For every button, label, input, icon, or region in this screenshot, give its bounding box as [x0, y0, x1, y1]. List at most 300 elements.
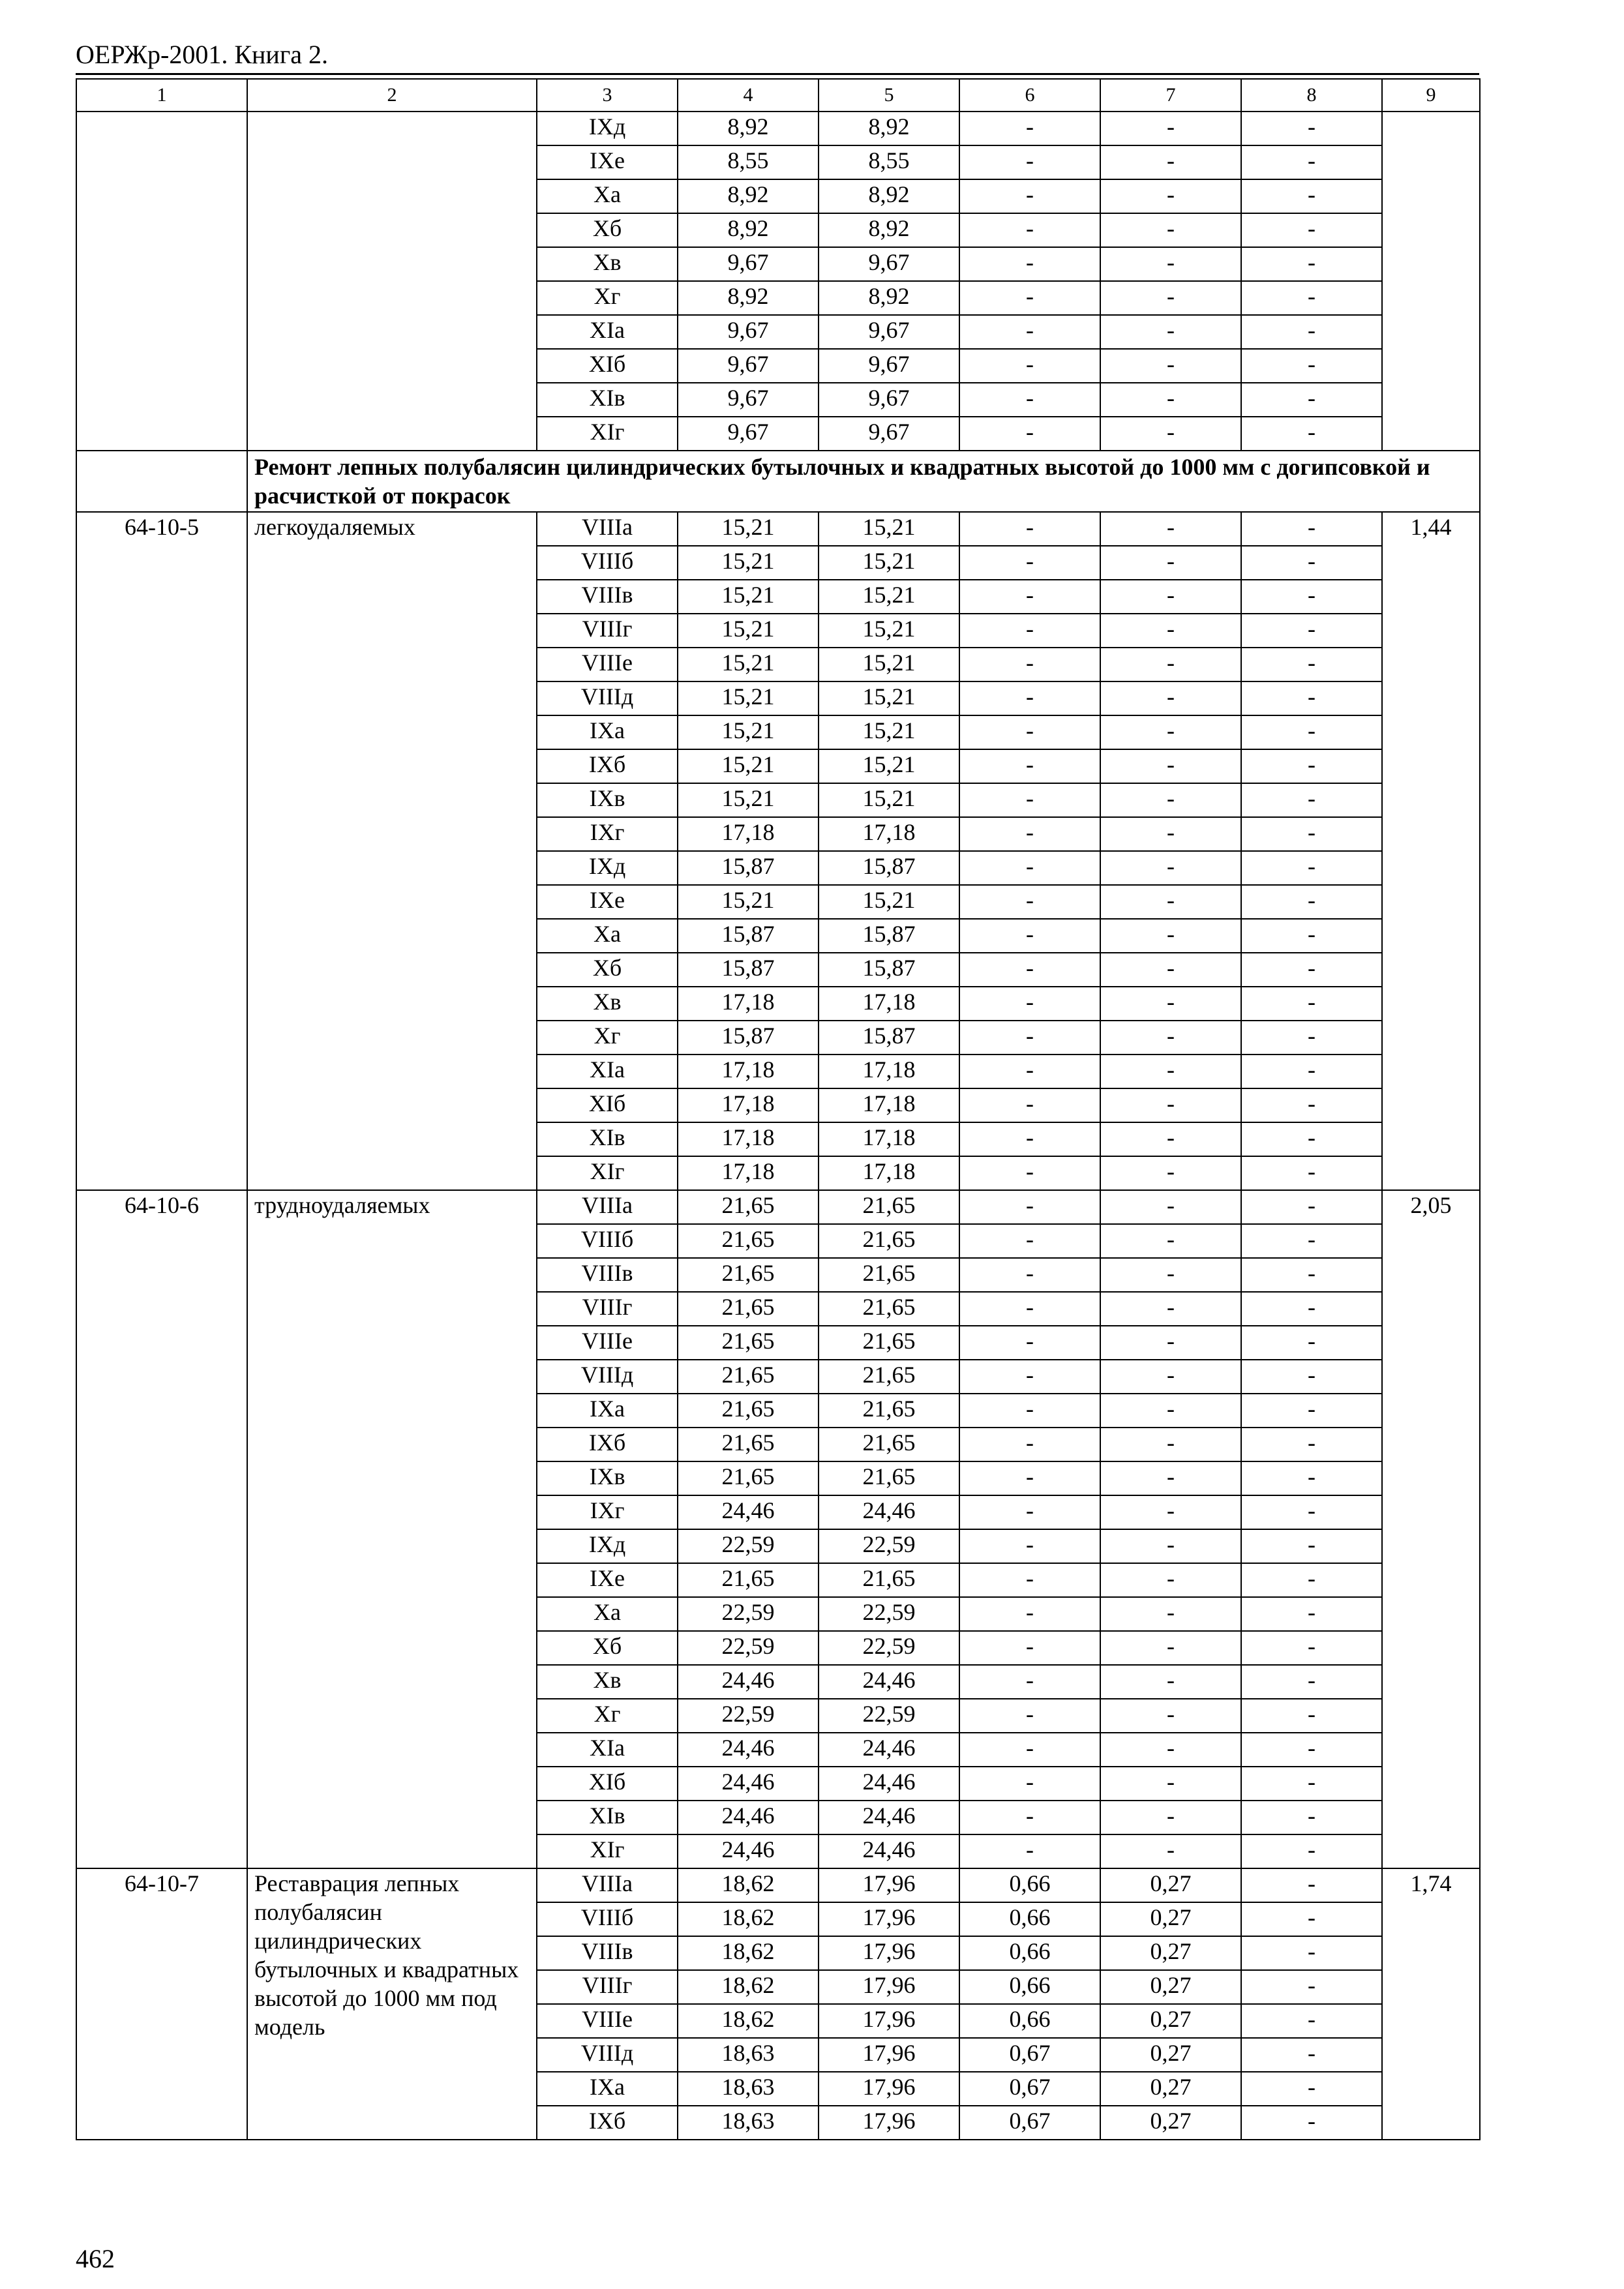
value-cell: -	[1100, 213, 1241, 247]
value-cell: 24,46	[678, 1495, 819, 1529]
value-cell: -	[959, 112, 1100, 145]
value-cell: VIIIг	[537, 614, 678, 648]
value-cell: IXб	[537, 749, 678, 783]
value-cell: Xг	[537, 1699, 678, 1733]
value-cell: -	[959, 1597, 1100, 1631]
value-cell: -	[1241, 1156, 1382, 1190]
value-cell: -	[1100, 512, 1241, 546]
value-cell: -	[1100, 1834, 1241, 1868]
value-cell: 15,21	[819, 749, 959, 783]
value-cell: -	[1241, 281, 1382, 315]
value-cell: -	[959, 281, 1100, 315]
value-cell: 17,96	[819, 2072, 959, 2106]
value-cell: -	[1241, 749, 1382, 783]
value-cell: 15,21	[678, 546, 819, 580]
value-cell: -	[1100, 715, 1241, 749]
value-cell: -	[959, 1529, 1100, 1563]
value-cell: 17,18	[819, 1088, 959, 1122]
value-cell: -	[1241, 953, 1382, 987]
value-cell: -	[1100, 1156, 1241, 1190]
value-cell: 21,65	[819, 1326, 959, 1360]
value-cell: -	[1100, 783, 1241, 817]
value-cell: 18,63	[678, 2038, 819, 2072]
value-cell: -	[1100, 1428, 1241, 1461]
value-cell: -	[1241, 1021, 1382, 1055]
value-cell: 24,46	[819, 1733, 959, 1767]
value-cell: 15,21	[678, 715, 819, 749]
value-cell: IXд	[537, 1529, 678, 1563]
value-cell: -	[1241, 315, 1382, 349]
value-cell: 0,27	[1100, 2072, 1241, 2106]
column-number-cell: 5	[819, 79, 959, 112]
value-cell: 8,92	[678, 213, 819, 247]
value-cell: 21,65	[819, 1190, 959, 1224]
value-cell: -	[1100, 681, 1241, 715]
value-cell: -	[959, 213, 1100, 247]
value-cell: 0,67	[959, 2072, 1100, 2106]
column-number-cell: 6	[959, 79, 1100, 112]
value-cell: IXг	[537, 817, 678, 851]
value-cell: -	[1241, 2106, 1382, 2140]
value-cell: XIг	[537, 1156, 678, 1190]
value-cell: IXе	[537, 145, 678, 179]
value-cell: -	[1241, 614, 1382, 648]
value-cell: 17,18	[819, 1156, 959, 1190]
value-cell: 0,66	[959, 1902, 1100, 1936]
value-cell: -	[1100, 546, 1241, 580]
value-cell: 15,21	[678, 648, 819, 681]
value-cell: 22,59	[819, 1597, 959, 1631]
page-header-title: ОЕРЖр-2001. Книга 2.	[76, 40, 328, 69]
section-empty-cell	[76, 451, 247, 512]
value-cell: 8,92	[819, 213, 959, 247]
value-cell: -	[959, 1292, 1100, 1326]
value-cell: 18,62	[678, 1868, 819, 1902]
value-cell: -	[1100, 383, 1241, 417]
value-cell: -	[1241, 1563, 1382, 1597]
value-cell: -	[1100, 648, 1241, 681]
value-cell: 15,21	[819, 783, 959, 817]
value-cell: 17,96	[819, 1970, 959, 2004]
value-cell: -	[1100, 315, 1241, 349]
value-cell: IXг	[537, 1495, 678, 1529]
value-cell: VIIIб	[537, 1224, 678, 1258]
work-name-cell: трудноудаляемых	[247, 1190, 537, 1868]
value-cell: 22,59	[678, 1597, 819, 1631]
value-cell: -	[1100, 1055, 1241, 1088]
value-cell: IXд	[537, 851, 678, 885]
value-cell: -	[1241, 715, 1382, 749]
value-cell: 18,62	[678, 1902, 819, 1936]
value-cell: Xг	[537, 281, 678, 315]
value-cell: 15,21	[819, 885, 959, 919]
value-cell: -	[1100, 919, 1241, 953]
value-cell: -	[959, 1428, 1100, 1461]
value-cell: 9,67	[819, 383, 959, 417]
value-cell: XIб	[537, 349, 678, 383]
value-cell: -	[959, 817, 1100, 851]
value-cell: 15,87	[819, 851, 959, 885]
value-cell: 8,92	[819, 281, 959, 315]
value-cell: -	[1241, 213, 1382, 247]
column-number-cell: 4	[678, 79, 819, 112]
value-cell: -	[1100, 1326, 1241, 1360]
value-cell: -	[959, 417, 1100, 451]
value-cell: 15,21	[819, 648, 959, 681]
value-cell: -	[1100, 1495, 1241, 1529]
value-cell: -	[959, 1767, 1100, 1801]
value-cell: 21,65	[819, 1394, 959, 1428]
value-cell: -	[1241, 1767, 1382, 1801]
value-cell: -	[1241, 1326, 1382, 1360]
value-cell: 21,65	[819, 1224, 959, 1258]
value-cell: -	[1241, 580, 1382, 614]
value-cell: 22,59	[819, 1529, 959, 1563]
value-cell: -	[1241, 1665, 1382, 1699]
value-cell: VIIIв	[537, 580, 678, 614]
value-cell: 15,21	[819, 614, 959, 648]
value-cell: -	[1100, 1190, 1241, 1224]
value-cell: 24,46	[819, 1665, 959, 1699]
value-cell: -	[1241, 2004, 1382, 2038]
value-cell: 21,65	[678, 1292, 819, 1326]
value-cell: 21,65	[678, 1326, 819, 1360]
value-cell: XIв	[537, 1801, 678, 1834]
value-cell: -	[1100, 953, 1241, 987]
value-cell: -	[959, 580, 1100, 614]
value-cell: 17,96	[819, 2004, 959, 2038]
value-cell: -	[1100, 885, 1241, 919]
value-cell: 15,21	[678, 885, 819, 919]
work-name-cell: Реставрация лепных полубалясин цилиндрических бутылочных и квадратных высотой до 1000 мм под модель	[247, 1868, 537, 2140]
value-cell: Xa	[537, 179, 678, 213]
value-cell: -	[1241, 1631, 1382, 1665]
value-cell: 21,65	[819, 1258, 959, 1292]
value-cell: -	[959, 179, 1100, 213]
value-cell: 17,18	[678, 1055, 819, 1088]
value-cell: -	[1241, 179, 1382, 213]
column-number-cell: 7	[1100, 79, 1241, 112]
value-cell: 22,59	[678, 1699, 819, 1733]
value-cell: 18,62	[678, 2004, 819, 2038]
value-cell: -	[1100, 1665, 1241, 1699]
column-number-cell: 2	[247, 79, 537, 112]
value-cell: -	[1241, 2072, 1382, 2106]
value-cell: -	[959, 715, 1100, 749]
value-cell: -	[1241, 1597, 1382, 1631]
norm-code-cell: 64-10-6	[76, 1190, 247, 1868]
value-cell: -	[1241, 1970, 1382, 2004]
value-cell: -	[1241, 1495, 1382, 1529]
value-cell: -	[1100, 1088, 1241, 1122]
value-cell: 21,65	[678, 1428, 819, 1461]
value-cell: 17,96	[819, 1868, 959, 1902]
value-cell: 0,66	[959, 2004, 1100, 2038]
section-heading-row	[76, 451, 1480, 512]
value-cell: 17,96	[819, 2038, 959, 2072]
value-cell: 17,96	[819, 2106, 959, 2140]
value-cell: -	[959, 1360, 1100, 1394]
value-cell: -	[959, 1461, 1100, 1495]
value-cell: 22,59	[819, 1699, 959, 1733]
value-cell: 17,96	[819, 1902, 959, 1936]
column-number-cell: 1	[76, 79, 247, 112]
value-cell: -	[1241, 1122, 1382, 1156]
value-cell: VIIIд	[537, 1360, 678, 1394]
value-cell: -	[1241, 1055, 1382, 1088]
value-cell: 21,65	[819, 1360, 959, 1394]
col9-cell: 2,05	[1382, 1190, 1480, 1868]
value-cell: 8,92	[678, 281, 819, 315]
value-cell: 24,46	[678, 1733, 819, 1767]
value-cell: -	[1100, 1360, 1241, 1394]
value-cell: -	[1100, 987, 1241, 1021]
value-cell: -	[1241, 546, 1382, 580]
value-cell: -	[1241, 112, 1382, 145]
value-cell: -	[1100, 1563, 1241, 1597]
value-cell: -	[1100, 817, 1241, 851]
norm-code-cell: 64-10-5	[76, 512, 247, 1190]
value-cell: -	[1241, 817, 1382, 851]
value-cell: VIIIa	[537, 1868, 678, 1902]
value-cell: 17,18	[678, 1088, 819, 1122]
value-cell: 0,67	[959, 2038, 1100, 2072]
value-cell: -	[1241, 512, 1382, 546]
page-number: 462	[76, 2244, 115, 2273]
value-cell: 21,65	[819, 1292, 959, 1326]
value-cell: -	[959, 145, 1100, 179]
value-cell: -	[1241, 681, 1382, 715]
value-cell: 9,67	[678, 349, 819, 383]
value-cell: -	[1100, 1021, 1241, 1055]
norm-code-cell	[76, 112, 247, 451]
value-cell: -	[959, 1088, 1100, 1122]
value-cell: -	[1241, 1461, 1382, 1495]
value-cell: 24,46	[678, 1801, 819, 1834]
column-number-cell: 8	[1241, 79, 1382, 112]
value-cell: 21,65	[678, 1360, 819, 1394]
value-cell: -	[1100, 1699, 1241, 1733]
value-cell: -	[959, 851, 1100, 885]
norm-code-cell: 64-10-7	[76, 1868, 247, 2140]
value-cell: 15,87	[678, 953, 819, 987]
value-cell: -	[959, 315, 1100, 349]
value-cell: XIв	[537, 1122, 678, 1156]
value-cell: 17,18	[678, 1156, 819, 1190]
value-cell: 15,87	[819, 919, 959, 953]
header-rule	[76, 73, 1479, 75]
value-cell: -	[959, 1055, 1100, 1088]
value-cell: 15,21	[678, 783, 819, 817]
col9-cell: 1,44	[1382, 512, 1480, 1190]
value-cell: -	[1100, 749, 1241, 783]
value-cell: 9,67	[819, 247, 959, 281]
value-cell: VIIIa	[537, 1190, 678, 1224]
value-cell: 15,21	[819, 681, 959, 715]
value-cell: Xб	[537, 953, 678, 987]
value-cell: IXб	[537, 2106, 678, 2140]
value-cell: -	[959, 1801, 1100, 1834]
value-cell: 24,46	[678, 1767, 819, 1801]
value-cell: -	[959, 1699, 1100, 1733]
value-cell: IXе	[537, 885, 678, 919]
value-cell: -	[1241, 1834, 1382, 1868]
value-cell: IXa	[537, 1394, 678, 1428]
value-cell: 21,65	[678, 1258, 819, 1292]
value-cell: 15,21	[678, 614, 819, 648]
value-cell: VIIIд	[537, 2038, 678, 2072]
value-cell: -	[1241, 1088, 1382, 1122]
value-cell: -	[1100, 1801, 1241, 1834]
value-cell: 17,18	[678, 987, 819, 1021]
value-cell: 15,21	[678, 580, 819, 614]
value-cell: -	[959, 1631, 1100, 1665]
value-cell: -	[1241, 885, 1382, 919]
value-cell: -	[959, 1665, 1100, 1699]
value-cell: 8,55	[678, 145, 819, 179]
value-cell: -	[959, 681, 1100, 715]
value-cell: 9,67	[819, 417, 959, 451]
value-cell: 18,62	[678, 1936, 819, 1970]
column-number-cell: 3	[537, 79, 678, 112]
value-cell: 0,66	[959, 1970, 1100, 2004]
value-cell: -	[1100, 1767, 1241, 1801]
value-cell: 15,87	[678, 919, 819, 953]
value-cell: -	[959, 1834, 1100, 1868]
value-cell: 15,21	[678, 749, 819, 783]
value-cell: -	[1100, 247, 1241, 281]
value-cell: -	[1241, 1394, 1382, 1428]
work-name-cell: легкоудаляемых	[247, 512, 537, 1190]
value-cell: Xa	[537, 919, 678, 953]
value-cell: -	[1241, 1902, 1382, 1936]
value-cell: -	[1241, 247, 1382, 281]
value-cell: 15,21	[678, 512, 819, 546]
value-cell: -	[1241, 1936, 1382, 1970]
value-cell: VIIIв	[537, 1258, 678, 1292]
value-cell: -	[959, 1394, 1100, 1428]
value-cell: -	[959, 885, 1100, 919]
value-cell: -	[1100, 1394, 1241, 1428]
value-cell: -	[1100, 349, 1241, 383]
value-cell: -	[1100, 580, 1241, 614]
value-cell: 9,67	[819, 315, 959, 349]
value-cell: -	[1241, 1801, 1382, 1834]
value-cell: -	[1241, 349, 1382, 383]
value-cell: IXб	[537, 1428, 678, 1461]
section-heading: Ремонт лепных полубалясин цилиндрических бутылочных и квадратных высотой до 1000 мм с догипсовкой и расчисткой от покрасок	[247, 451, 1480, 512]
value-cell: 24,46	[819, 1834, 959, 1868]
value-cell: -	[1241, 383, 1382, 417]
value-cell: -	[959, 512, 1100, 546]
value-cell: 21,65	[678, 1461, 819, 1495]
value-cell: IXa	[537, 715, 678, 749]
value-cell: -	[1241, 145, 1382, 179]
value-cell: 22,59	[678, 1529, 819, 1563]
value-cell: XIa	[537, 1733, 678, 1767]
value-cell: VIIIе	[537, 1326, 678, 1360]
value-cell: 24,46	[678, 1834, 819, 1868]
value-cell: Xб	[537, 213, 678, 247]
value-cell: 18,62	[678, 1970, 819, 2004]
value-cell: -	[1241, 987, 1382, 1021]
value-cell: 15,87	[819, 1021, 959, 1055]
value-cell: -	[1241, 1529, 1382, 1563]
value-cell: IXa	[537, 2072, 678, 2106]
value-cell: 21,65	[819, 1428, 959, 1461]
value-cell: 0,67	[959, 2106, 1100, 2140]
value-cell: 17,18	[819, 817, 959, 851]
value-cell: 0,27	[1100, 2004, 1241, 2038]
value-cell: -	[1241, 851, 1382, 885]
value-cell: 21,65	[678, 1190, 819, 1224]
value-cell: IXд	[537, 112, 678, 145]
value-cell: -	[1241, 648, 1382, 681]
value-cell: -	[959, 1733, 1100, 1767]
value-cell: XIa	[537, 315, 678, 349]
value-cell: VIIIг	[537, 1292, 678, 1326]
value-cell: -	[1241, 783, 1382, 817]
value-cell: -	[1241, 919, 1382, 953]
value-cell: 24,46	[819, 1767, 959, 1801]
value-cell: 17,18	[819, 1122, 959, 1156]
table-row	[76, 1868, 1480, 1902]
value-cell: 15,87	[678, 851, 819, 885]
value-cell: -	[1241, 1428, 1382, 1461]
value-cell: -	[959, 1224, 1100, 1258]
value-cell: -	[1100, 1258, 1241, 1292]
value-cell: -	[959, 247, 1100, 281]
column-number-cell: 9	[1382, 79, 1480, 112]
value-cell: XIг	[537, 417, 678, 451]
value-cell: 15,87	[678, 1021, 819, 1055]
value-cell: -	[1100, 1122, 1241, 1156]
table-row	[76, 512, 1480, 546]
value-cell: -	[959, 648, 1100, 681]
value-cell: 15,21	[819, 580, 959, 614]
value-cell: 21,65	[678, 1394, 819, 1428]
value-cell: 21,65	[678, 1224, 819, 1258]
value-cell: VIIIд	[537, 681, 678, 715]
value-cell: 9,67	[678, 417, 819, 451]
value-cell: -	[1100, 614, 1241, 648]
value-cell: -	[1241, 2038, 1382, 2072]
value-cell: 15,87	[819, 953, 959, 987]
value-cell: -	[959, 987, 1100, 1021]
value-cell: -	[959, 349, 1100, 383]
value-cell: -	[1241, 417, 1382, 451]
value-cell: 8,92	[819, 179, 959, 213]
value-cell: 17,18	[678, 1122, 819, 1156]
value-cell: -	[959, 1495, 1100, 1529]
value-cell: -	[959, 1021, 1100, 1055]
value-cell: 17,18	[819, 1055, 959, 1088]
value-cell: -	[959, 1156, 1100, 1190]
value-cell: -	[1100, 851, 1241, 885]
value-cell: Xв	[537, 987, 678, 1021]
value-cell: -	[1100, 112, 1241, 145]
value-cell: 8,92	[819, 112, 959, 145]
value-cell: -	[1100, 281, 1241, 315]
value-cell: 15,21	[678, 681, 819, 715]
value-cell: VIIIб	[537, 546, 678, 580]
value-cell: -	[1100, 1529, 1241, 1563]
value-cell: 15,21	[819, 715, 959, 749]
value-cell: -	[1100, 145, 1241, 179]
value-cell: 18,63	[678, 2072, 819, 2106]
value-cell: VIIIг	[537, 1970, 678, 2004]
value-cell: -	[1241, 1699, 1382, 1733]
